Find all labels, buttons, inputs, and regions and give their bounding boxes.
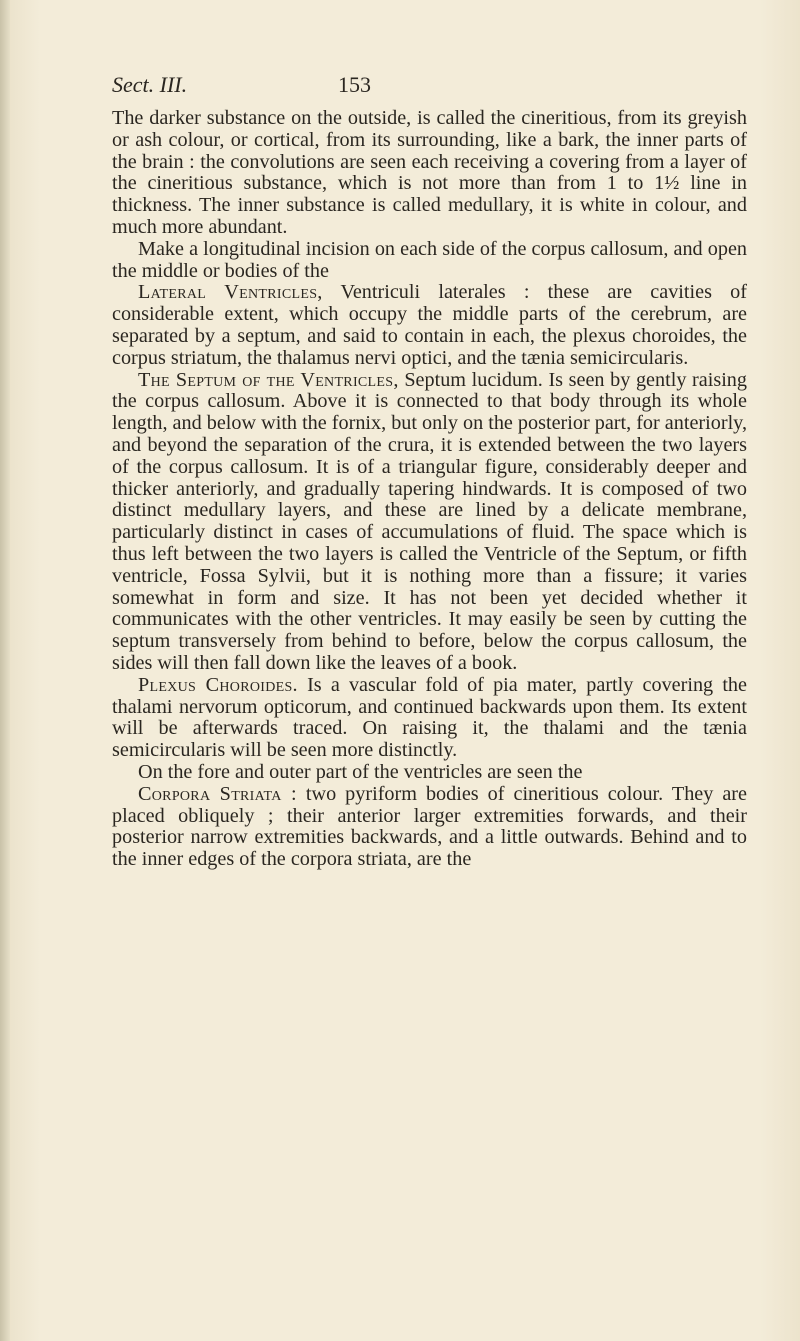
paragraph-cineritious — [112, 108, 747, 239]
paragraph-lead: The Septum of the Ventricles, — [138, 368, 399, 391]
paragraph-text: Make a longitudinal incision on each side of the corpus callosum, and open the middle or bodies of the — [112, 237, 747, 282]
body-text — [112, 108, 747, 871]
paragraph-text: two pyriform bodies of cineritious colour. They are placed obliquely ; their anterior larger extremities forwards, and their posterior narrow extremities backwards, and a little outwards. Behind and to the inner edges of the corpora striata, are the — [112, 782, 747, 871]
paragraph-lead: Plexus Choroides. — [138, 673, 298, 696]
paragraph-lead: Corpora Striata : — [138, 782, 297, 805]
paragraph-lead: Lateral Ventricles, — [138, 281, 323, 304]
paragraph-plexus-choroides — [112, 675, 747, 762]
running-header — [112, 72, 752, 102]
paragraph-lateral-ventricles — [112, 282, 747, 369]
section-label: Sect. III. — [112, 72, 188, 97]
page-binding-edge — [0, 0, 10, 1341]
paragraph-corpora-striata — [112, 784, 747, 871]
paragraph-fore-outer — [112, 762, 747, 784]
paragraph-text: Septum lucidum. Is seen by gently raising the corpus callosum. Above it is connected to that body through its whole length, and below with the fornix, but only on the posterior part, for anteriorly, and beyond the separation of the crura, it is extended between the two layers of the corpus callosum. It is of a triangular figure, considerably deeper and thicker anteriorly, and gradually tapering hindwards. It is composed of two distinct medullary layers, and these are lined by a delicate membrane, particularly distinct in cases of accumulations of fluid. The space which is thus left between the two layers is called the Ventricle of the Septum, or fifth ventricle, Fossa Sylvii, but it is nothing more than a fissure; it varies somewhat in form and size. It has not been yet decided whether it communicates with the other ventricles. It may easily be seen by cutting the septum transversely from behind to before, below the corpus callosum, the sides will then fall down like the leaves of a book. — [112, 368, 748, 674]
paragraph-septum — [112, 370, 747, 675]
paragraph-incision — [112, 239, 747, 283]
paragraph-text: Ventriculi laterales : these are cavities of considerable extent, which occupy the middle parts of the cerebrum, are separated by a septum, and said to contain in each, the plexus choroides, the corpus striatum, the thalamus nervi optici, and the tænia semicircularis. — [112, 281, 747, 369]
page-number: 153 — [338, 72, 371, 97]
paragraph-text: On the fore and outer part of the ventricles are seen the — [138, 760, 583, 783]
paragraph-text: The darker substance on the outside, is called the cineritious, from its greyish or ash colour, or cortical, from its surrounding, like a bark, the inner parts of the brain : the convolutions are seen each receiving a covering from a layer of the cineritious substance, which is not more than from 1 to 1½ line in thickness. The inner substance is called medullary, it is white in colour, and much more abundant. — [112, 107, 747, 238]
paragraph-text: Is a vascular fold of pia mater, partly covering the thalami nervorum opticorum, and continued backwards upon them. Its extent will be afterwards traced. On raising it, the thalami and the tænia semicircularis will be seen more distinctly. — [112, 673, 747, 762]
